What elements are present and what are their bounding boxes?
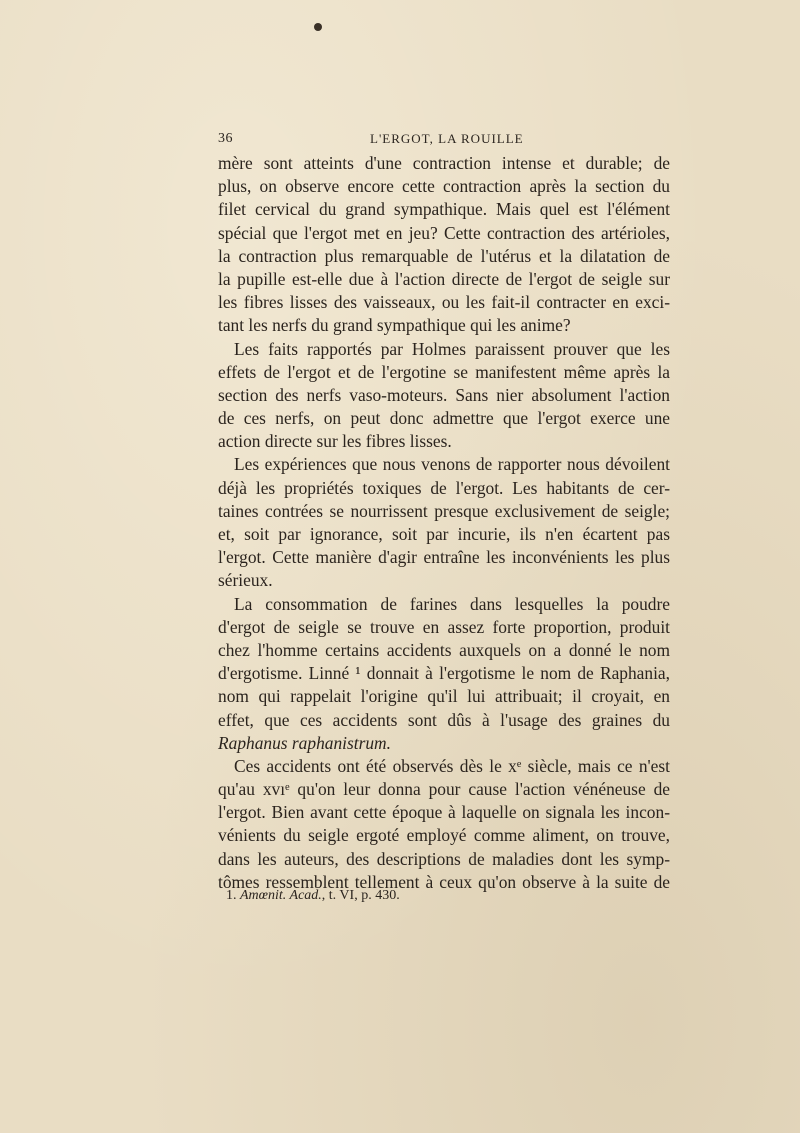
text-line: Raphanus raphanistrum. — [218, 732, 391, 753]
text-line: Les expériences que nous venons de rapporter nous dévoilent — [234, 454, 670, 475]
text-line: tômes ressemblent tellement à ceux qu'on observe à la suite de — [218, 871, 670, 892]
text-line: taines contrées se nourrissent presque exclusivement de seigle; — [218, 500, 670, 521]
text-line: action directe sur les fibres lisses. — [218, 431, 452, 452]
text-line: spécial que l'ergot met en jeu? Cette contraction des artérioles, — [218, 222, 670, 243]
text-line: l'ergot. Cette manière d'agir entraîne les inconvénients les plus — [218, 547, 670, 568]
running-title: L'ERGOT, LA ROUILLE — [370, 131, 524, 146]
text-line: nom qui rappelait l'origine qu'il lui attribuait; il croyait, en — [218, 686, 670, 707]
text-line: mère sont atteints d'une contraction intense et durable; de — [218, 153, 670, 173]
text-line: effet, que ces accidents sont dûs à l'usage des graines du — [218, 709, 670, 730]
text-line: plus, on observe encore cette contraction après la section du — [218, 176, 670, 197]
text-line: vénients du seigle ergoté employé comme aliment, on trouve, — [218, 825, 670, 846]
text-line: chez l'homme certains accidents auxquels on a donné le nom — [218, 639, 670, 660]
text-line: de ces nerfs, on peut donc admettre que l'ergot exerce une — [218, 408, 670, 429]
text-line: d'ergotisme. Linné ¹ donnait à l'ergotisme le nom de Raphania, — [218, 663, 670, 684]
footnote-marker: 1. — [226, 888, 237, 903]
text-line: Ces accidents ont été observés dès le xᵉ siècle, mais ce n'est — [234, 755, 670, 776]
text-line: effets de l'ergot et de l'ergotine se manifestent même après la — [218, 361, 670, 382]
body-text — [218, 152, 670, 894]
text-line: section des nerfs vaso-moteurs. Sans nier absolument l'action — [218, 384, 670, 405]
page-header — [218, 131, 668, 151]
text-line: filet cervical du grand sympathique. Mais quel est l'élément — [218, 199, 670, 220]
text-line: La consommation de farines dans lesquelles la poudre — [234, 593, 670, 614]
footnote-reference: , t. VI, p. 430. — [321, 888, 400, 903]
text-line: les fibres lisses des vaisseaux, ou les fait-il contracter en exci- — [218, 292, 670, 313]
text-line: et, soit par ignorance, soit par incurie, ils n'en écartent pas — [218, 524, 670, 544]
ink-dot — [314, 23, 322, 31]
text-line: dans les auteurs, des descriptions de maladies dont les symp- — [218, 848, 670, 869]
footnote — [226, 888, 666, 904]
text-line: tant les nerfs du grand sympathique qui les anime? — [218, 315, 571, 336]
text-line: la contraction plus remarquable de l'utérus et la dilatation de — [218, 245, 670, 266]
text-line: déjà les propriétés toxiques de l'ergot. Les habitants de cer- — [218, 477, 670, 498]
page-number: 36 — [218, 131, 233, 146]
text-line: la pupille est-elle due à l'action directe de l'ergot de seigle sur — [218, 268, 670, 289]
text-line: Les faits rapportés par Holmes paraissent prouver que les — [234, 338, 670, 359]
text-line: d'ergot de seigle se trouve en assez forte proportion, produit — [218, 616, 670, 637]
text-line: l'ergot. Bien avant cette époque à laquelle on signala les incon- — [218, 802, 670, 823]
text-line: sérieux. — [218, 570, 273, 591]
footnote-source: Amœnit. Acad. — [240, 888, 322, 903]
text-line: qu'au xvıᵉ qu'on leur donna pour cause l'action vénéneuse de — [218, 779, 670, 800]
